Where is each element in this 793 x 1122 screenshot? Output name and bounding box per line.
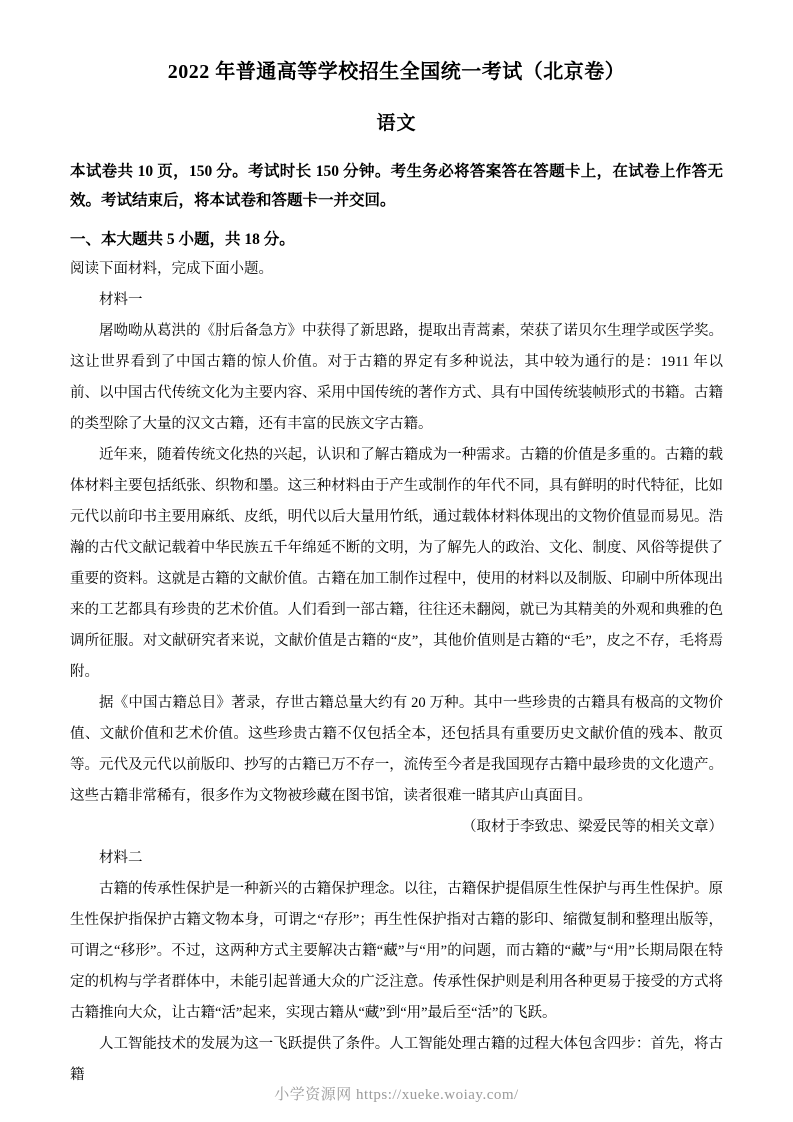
reading-instruction: 阅读下面材料，完成下面小题。	[70, 261, 273, 277]
material-two-paragraph: 古籍的传承性保护是一种新兴的古籍保护理念。以往，古籍保护提倡原生性保护与再生性保护。原生性保护指保护古籍文物本身，可谓之“存形”；再生性保护指对古籍的影印、缩微复制和整理出版等，可谓之“移形”。不过，这两种方式主要解决古籍“藏”与“用”的问题，而古籍的“藏”与“用”长期局限在特定的机构与学者群体中，未能引起普通大众的广泛注意。传承性保护则是利用各种更易于接受的方式将古籍推向大众，让古籍“活”起来，实现古籍从“藏”到“用”最后至“活”的飞跃。	[70, 881, 723, 1021]
subject-title: 语文	[376, 113, 417, 134]
exam-instructions: 本试卷共 10 页，150 分。考试时长 150 分钟。考生务必将答案答在答题卡上，在试卷上作答无效。考试结束后，将本试卷和答题卡一并交回。	[70, 163, 723, 209]
section-one-heading: 一、本大题共 5 小题，共 18 分。	[70, 231, 295, 248]
footer-watermark: 小学资源网 https://xueke.woiay.com/	[274, 1087, 519, 1103]
material-one-attribution: （取材于李致忠、梁爱民等的相关文章）	[462, 819, 723, 835]
material-one-paragraph: 近年来，随着传统文化热的兴起，认识和了解古籍成为一种需求。古籍的价值是多重的。古籍的载体材料主要包括纸张、织物和墨。这三种材料由于产生或制作的年代不同，具有鲜明的时代特征，比如元代以前印书主要用麻纸、皮纸，明代以后大量用竹纸，通过载体材料体现出的文物价值显而易见。浩瀚的古代文献记载着中华民族五千年绵延不断的文明，为了解先人的政治、文化、制度、风俗等提供了重要的资料。这就是古籍的文献价值。古籍在加工制作过程中，使用的材料以及制版、印刷中所体现出来的工艺都具有珍贵的艺术价值。人们看到一部古籍，往往还未翻阅，就已为其精美的外观和典雅的色调所征服。对文献研究者来说，文献价值是古籍的“皮”，其他价值则是古籍的“毛”，皮之不存，毛将焉附。	[70, 447, 723, 680]
material-two-label: 材料二	[99, 850, 143, 866]
material-two-paragraph: 人工智能技术的发展为这一飞跃提供了条件。人工智能处理古籍的过程大体包含四步：首先，将古籍	[70, 1036, 723, 1083]
exam-title: 2022 年普通高等学校招生全国统一考试（北京卷）	[167, 61, 626, 83]
material-one-label: 材料一	[99, 292, 143, 308]
material-one-paragraph: 据《中国古籍总目》著录，存世古籍总量大约有 20 万种。其中一些珍贵的古籍具有极高的文物价值、文献价值和艺术价值。这些珍贵古籍不仅包括全本，还包括具有重要历史文献价值的残本、散页等。元代及元代以前版印、抄写的古籍已万不存一，流传至今者是我国现存古籍中最珍贵的文化遗产。这些古籍非常稀有，很多作为文物被珍藏在图书馆，读者很难一睹其庐山真面目。	[70, 695, 723, 804]
material-one-paragraph: 屠呦呦从葛洪的《肘后备急方》中获得了新思路，提取出青蒿素，荣获了诺贝尔生理学或医学奖。这让世界看到了中国古籍的惊人价值。对于古籍的界定有多种说法，其中较为通行的是：1911 年以前、以中国古代传统文化为主要内容、采用中国传统的著作方式、具有中国传统装帧形式的书籍。古籍的类型除了大量的汉文古籍，还有丰富的民族文字古籍。	[70, 323, 723, 432]
